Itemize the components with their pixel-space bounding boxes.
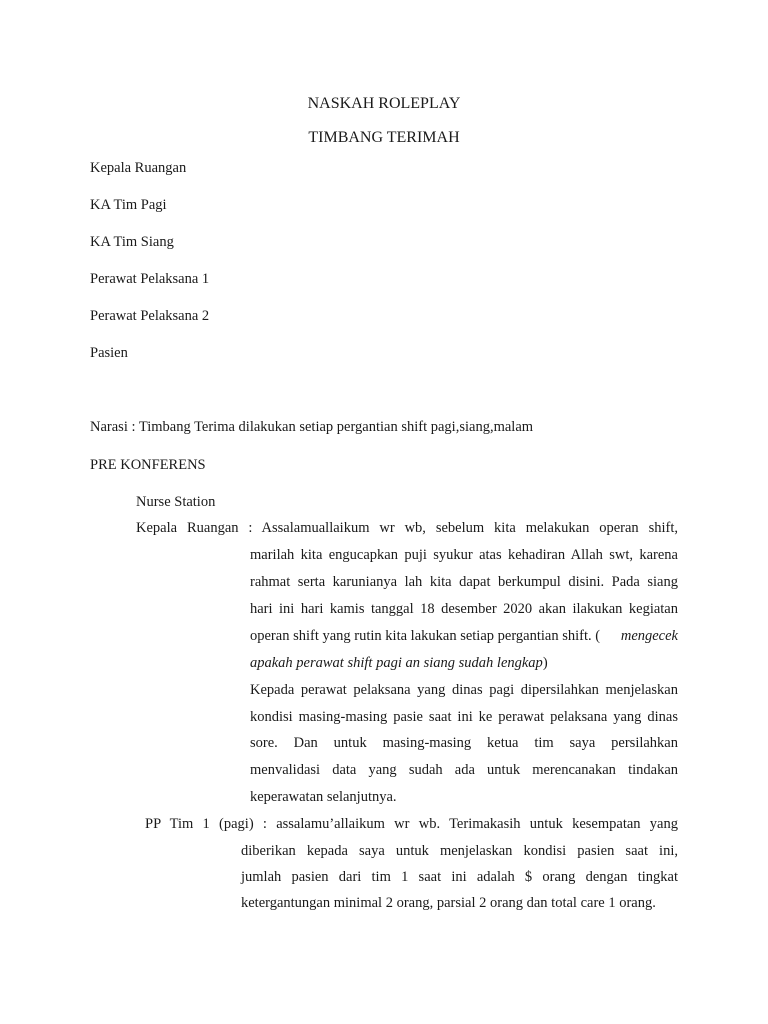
kepala-paragraph-line [250,654,548,672]
kepala-paragraph-line: Kepala Ruangan : Assalamuallaikum wr wb, sebelum kita melakukan operan shift, [136,520,678,536]
kepala-line5-text: operan shift yang rutin kita lakukan setiap pergantian shift. ( [250,628,601,644]
kepala-paragraph-line: Kepada perawat pelaksana yang dinas pagi dipersilahkan menjelaskan [250,682,678,698]
section-heading: PRE KONFERENS [90,457,206,473]
role-item: Perawat Pelaksana 1 [90,271,210,287]
kepala-paragraph-line: menvalidasi data yang sudah ada untuk merencanakan tindakan [250,762,678,778]
kepala-paragraph-line: hari ini hari kamis tanggal 18 desember 2020 akan ilakukan kegiatan [250,601,678,617]
kepala-paragraph-line: marilah kita engucapkan puji syukur atas kehadiran Allah swt, karena [250,547,678,563]
kepala-line6-italic: apakah perawat shift pagi an siang sudah lengkap [250,655,543,671]
document-subtitle: TIMBANG TERIMAH [308,129,460,146]
role-item: KA Tim Pagi [90,197,167,213]
location-label: Nurse Station [136,494,216,510]
role-item: KA Tim Siang [90,234,174,250]
kepala-paragraph-line [250,627,678,645]
pp-tim1-paragraph-line: PP Tim 1 (pagi) : assalamu’allaikum wr wb. Terimakasih untuk kesempatan yang [145,816,678,832]
pp-tim1-paragraph-line: ketergantungan minimal 2 orang, parsial 2 orang dan total care 1 orang. [241,895,656,911]
kepala-paragraph-line: kondisi masing-masing pasie saat ini ke perawat pelaksana yang dinas [250,709,678,725]
kepala-paragraph-line: sore. Dan untuk masing-masing ketua tim saya persilahkan [250,735,678,751]
kepala-paragraph-line: rahmat serta karunianya lah kita dapat berkumpul disini. Pada siang [250,574,678,590]
role-item: Perawat Pelaksana 2 [90,308,210,324]
pp-tim1-paragraph-line: jumlah pasien dari tim 1 saat ini adalah $ orang dengan tingkat [241,869,678,885]
kepala-paragraph-line: keperawatan selanjutnya. [250,789,397,805]
role-item: Kepala Ruangan [90,160,187,176]
narration-text: Narasi : Timbang Terima dilakukan setiap pergantian shift pagi,siang,malam [90,419,534,435]
document-title: NASKAH ROLEPLAY [307,95,461,112]
kepala-line6-text: ) [542,655,548,671]
kepala-line5-italic: mengecek [620,628,678,644]
role-item: Pasien [90,345,128,361]
pp-tim1-paragraph-line: diberikan kepada saya untuk menjelaskan kondisi pasien saat ini, [241,843,678,859]
